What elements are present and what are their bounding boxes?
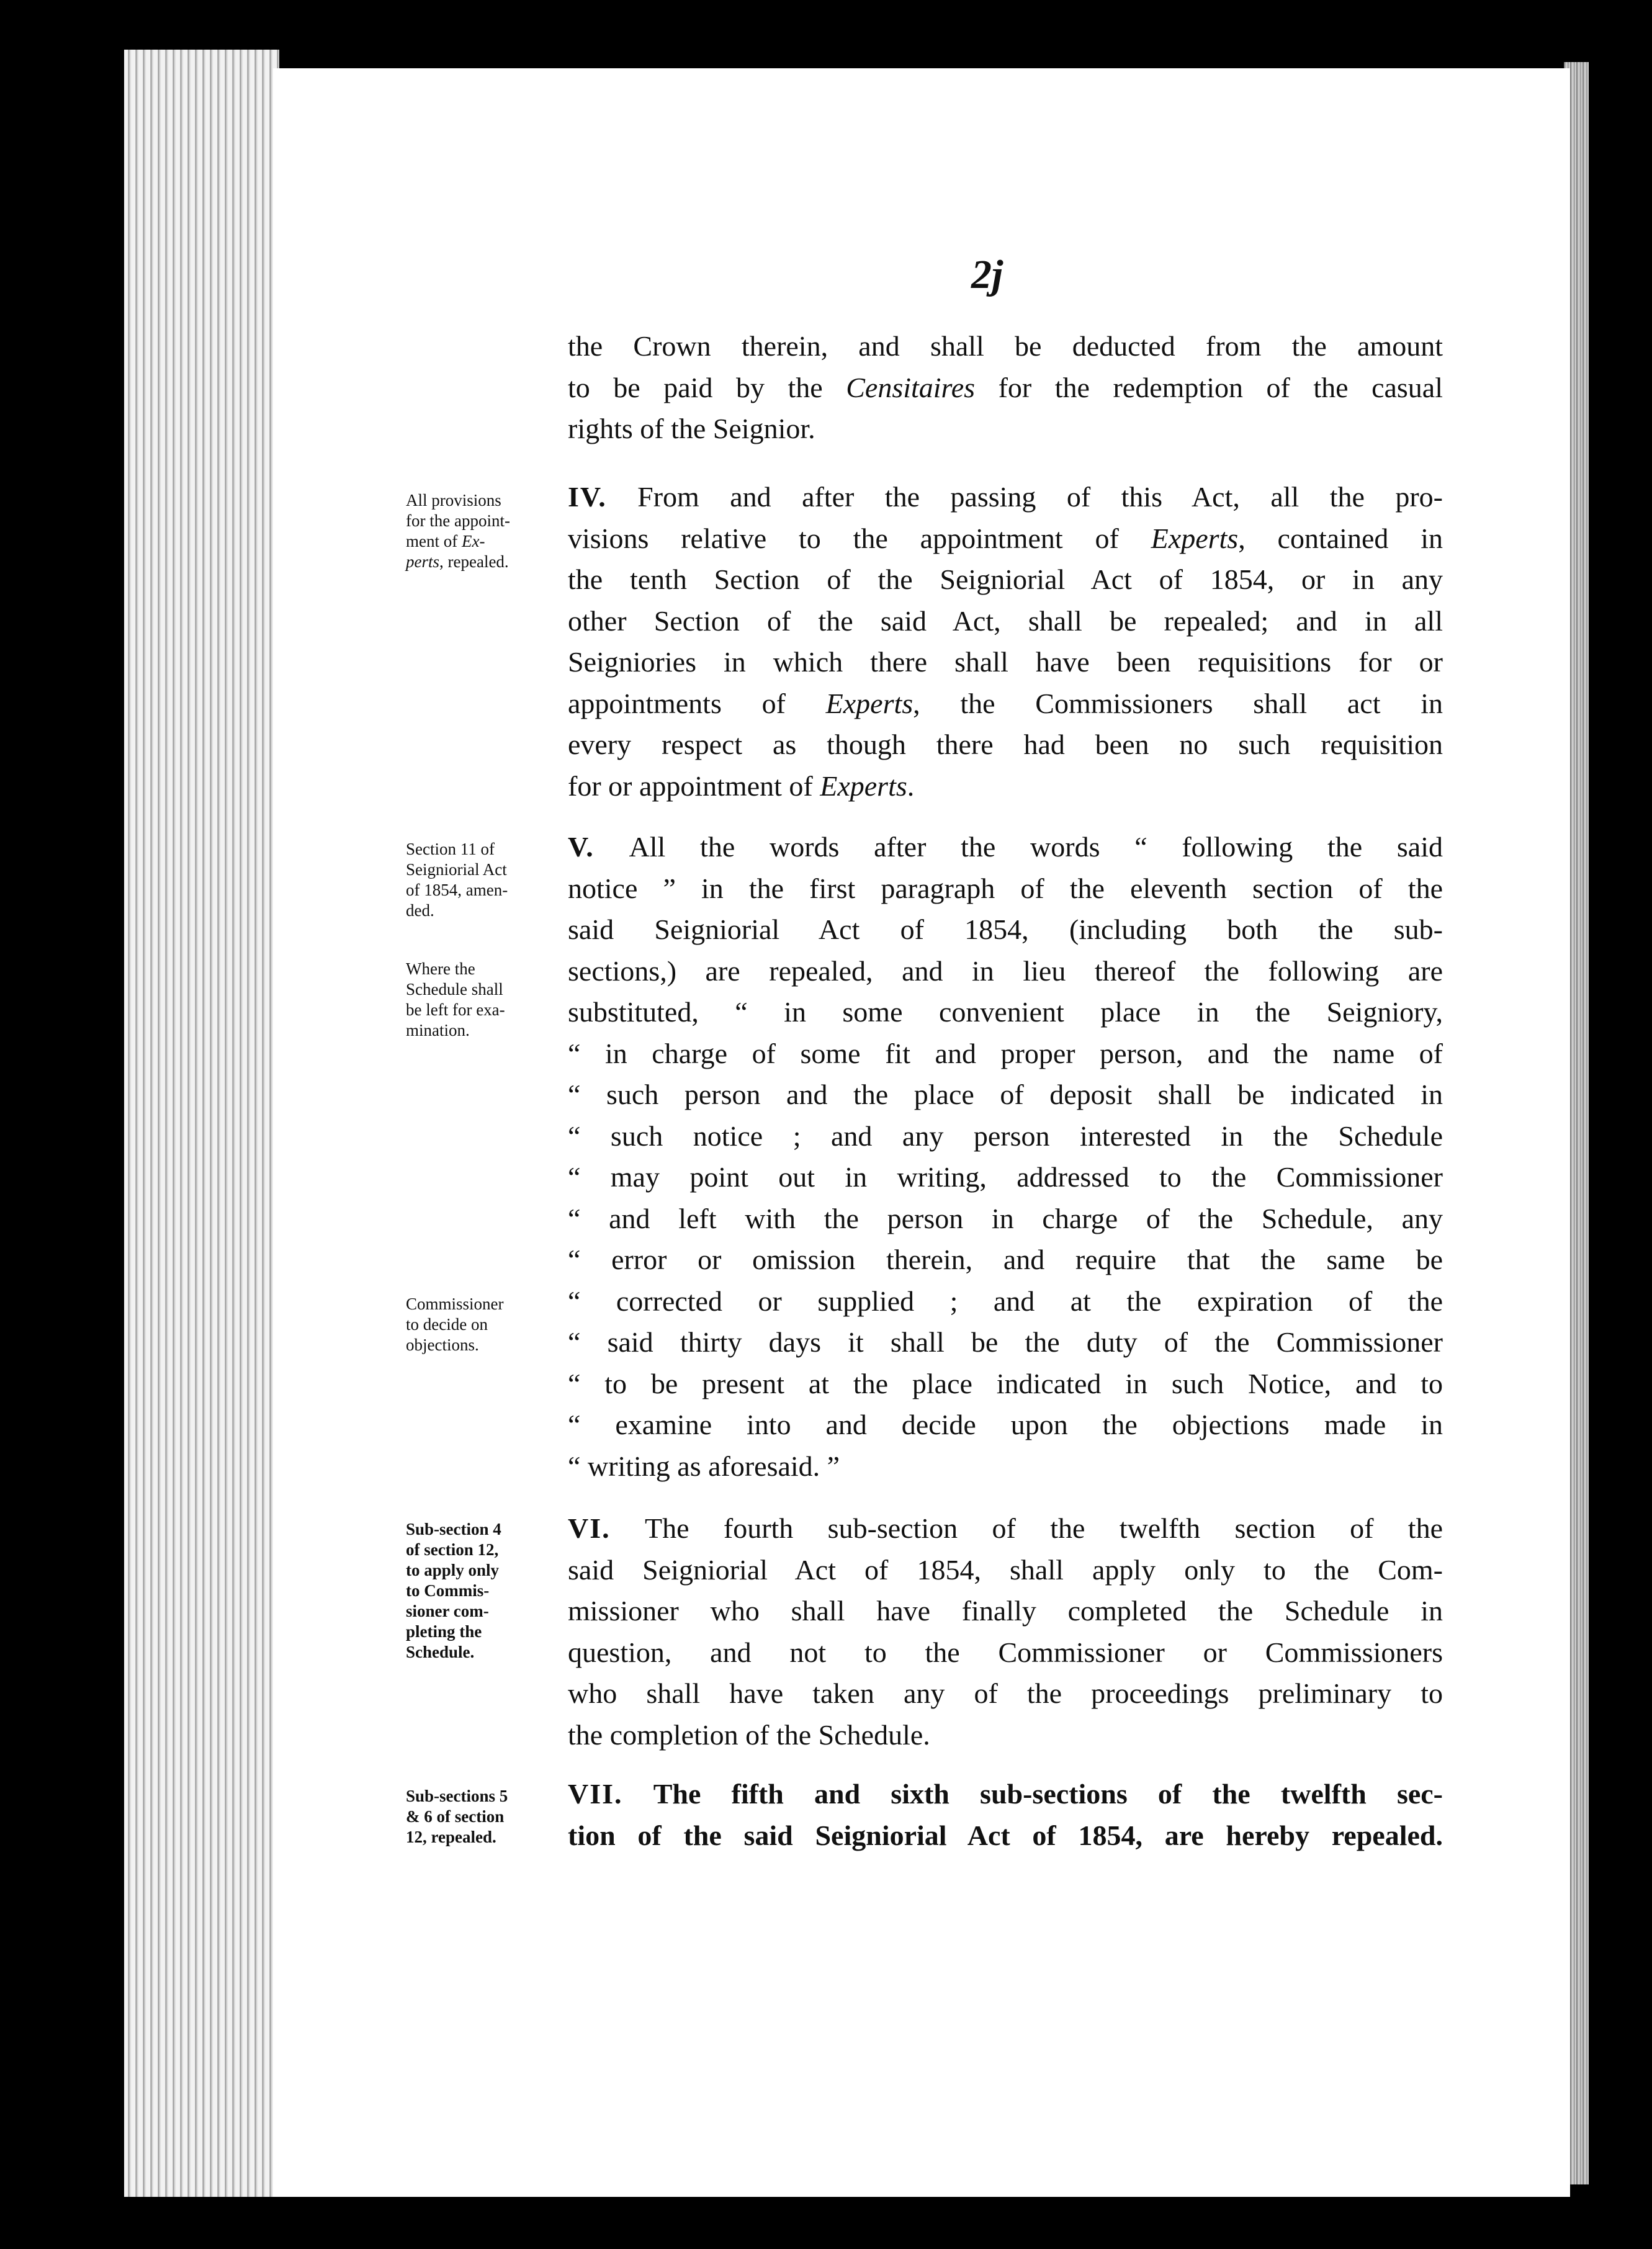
text-line: “ in charge of some fit and proper person, and the name of [568,1037,1443,1069]
text-line: “ corrected or supplied ; and at the expiration of the [568,1285,1443,1317]
note-line: to decide on [406,1315,488,1334]
text-line: every respect as though there had been no such requisition [568,729,1443,760]
text-line: “ such notice ; and any person interested in the Schedule [568,1120,1443,1152]
note-line: Commissioner [406,1295,504,1313]
marginal-note-v-c [406,1294,561,1355]
note-line: perts, repealed. [406,552,509,571]
section-vii [568,1774,1443,1856]
section-number: IV. [568,481,607,513]
marginal-note-vi [406,1519,561,1663]
text-line: said Seigniorial Act of 1854, shall apply only to the Com- [568,1553,1443,1586]
note-line: objections. [406,1335,479,1354]
note-line: be left for exa- [406,1000,505,1019]
text-line: substituted, “ in some convenient place in the Seigniory, [568,996,1443,1028]
note-line: pleting the [406,1622,482,1641]
section-v [568,827,1443,1487]
note-line: All provisions [406,491,501,510]
note-line: Where the [406,959,475,978]
note-line: & 6 of section [406,1807,505,1826]
text-line: “ to be present at the place indicated in such Notice, and to [568,1367,1443,1399]
text-line: who shall have taken any of the proceedings preliminary to [568,1677,1443,1709]
section-number: V. [568,831,595,863]
text-line: “ writing as aforesaid. ” [568,1450,840,1482]
text-line: “ and left with the person in charge of the Schedule, any [568,1202,1443,1234]
note-line: to apply only [406,1561,500,1579]
note-line: of 1854, amen- [406,881,508,899]
text-line: “ such person and the place of deposit shall be indicated in [568,1079,1443,1110]
note-line: Schedule shall [406,980,503,999]
text-line: the completion of the Schedule. [568,1718,930,1751]
text-line: V. All the words after the words “ following the said [568,831,1443,863]
text-line: to be paid by the Censitaires for the redemption of the casual [568,371,1443,403]
section-vi [568,1508,1443,1756]
text-line: “ said thirty days it shall be the duty of the Commissioner [568,1326,1443,1358]
note-line: ment of Ex- [406,532,485,550]
note-line: mination. [406,1021,470,1039]
note-line: Sub-section 4 [406,1520,501,1538]
text-line: notice ” in the first paragraph of the eleventh section of the [568,872,1443,904]
text-line: other Section of the said Act, shall be repealed; and in all [568,604,1443,637]
text-line: rights of the Seignior. [568,413,815,444]
section-iv [568,477,1443,807]
note-line: Section 11 of [406,840,495,858]
note-line: sioner com- [406,1602,489,1620]
text-line: “ examine into and decide upon the objections made in [568,1409,1443,1440]
note-line: of section 12, [406,1540,499,1559]
paragraph-text [0,0,1,1]
text-line: visions relative to the appointment of Experts, contained in [568,522,1443,554]
text-line: question, and not to the Commissioner or Commissioners [568,1636,1443,1668]
note-line: Sub-sections 5 [406,1787,508,1805]
text-line: said Seigniorial Act of 1854, (including both the sub- [568,914,1443,945]
marginal-note-v-a [406,839,561,921]
section-number: VII. [568,1778,623,1810]
book-page-edges [124,50,279,2197]
text-line: the Crown therein, and shall be deducted from the amount [568,330,1443,362]
text-line: VII. The fifth and sixth sub-sections of the twelfth sec- [568,1778,1443,1810]
text-line: VI. The fourth sub-section of the twelfth section of the [568,1512,1443,1544]
marginal-note-iv [406,490,561,572]
note-line: 12, repealed. [406,1828,496,1846]
text-line: IV. From and after the passing of this Act, all the pro- [568,481,1443,513]
note-line: Schedule. [406,1643,475,1661]
text-line: appointments of Experts, the Commissioners shall act in [568,687,1443,719]
note-line: to Commis- [406,1581,490,1600]
text-line: missioner who shall have finally completed the Schedule in [568,1595,1443,1627]
note-line: ded. [406,901,434,920]
page-number: 2j [971,252,1003,297]
marginal-note-v-b [406,959,561,1041]
text-line: “ error or omission therein, and require that the same be [568,1244,1443,1275]
paragraph-continuation [568,326,1443,450]
text-line: for or appointment of Experts. [568,770,915,802]
marginal-note-vii [406,1786,561,1847]
text-line: tion of the said Seigniorial Act of 1854, are hereby repealed. [568,1819,1443,1851]
text-line: the tenth Section of the Seigniorial Act of 1854, or in any [568,563,1443,595]
note-line: Seigniorial Act [406,860,507,879]
note-line: for the appoint- [406,511,510,530]
text-line: sections,) are repealed, and in lieu thereof the following are [568,954,1443,987]
section-number: VI. [568,1512,611,1544]
text-line: “ may point out in writing, addressed to the Commissioner [568,1161,1443,1193]
text-line: Seigniories in which there shall have been requisitions for or [568,646,1443,678]
